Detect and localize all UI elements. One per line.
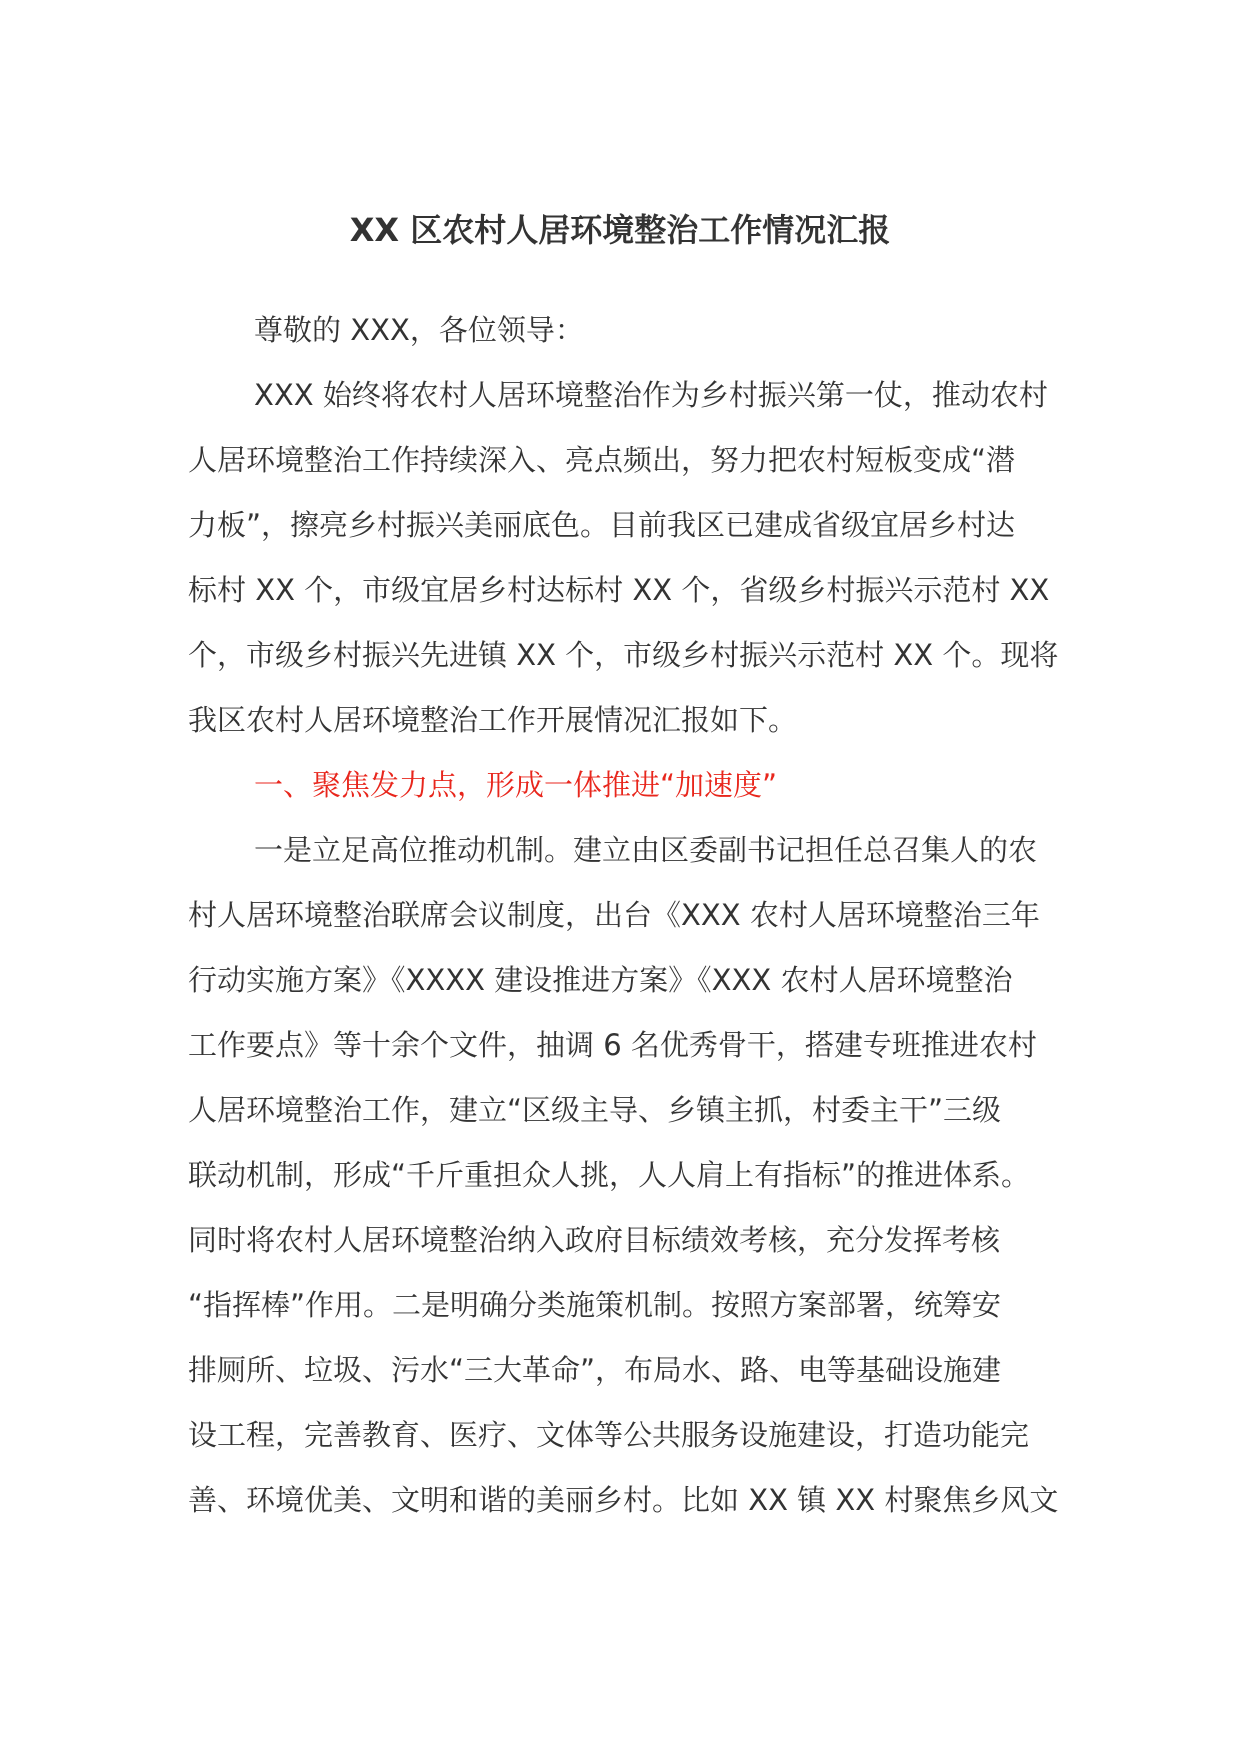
document-body — [188, 298, 1059, 1533]
paragraph-line: 村人居环境整治联席会议制度，出台《XXX 农村人居环境整治三年 — [188, 898, 1040, 932]
paragraph-line: 行动实施方案》《XXXX 建设推进方案》《XXX 农村人居环境整治 — [188, 963, 1013, 997]
document-title: XX 区农村人居环境整治工作情况汇报 — [349, 211, 891, 249]
paragraph-line: 个，市级乡村振兴先进镇 XX 个，市级乡村振兴示范村 XX 个。现将 — [188, 638, 1059, 672]
paragraph-line: 联动机制，形成“千斤重担众人挑，人人肩上有指标”的推进体系。 — [188, 1158, 1031, 1192]
paragraph-line: 人居环境整治工作持续深入、亮点频出，努力把农村短板变成“潜 — [188, 443, 1016, 477]
paragraph-line: 人居环境整治工作，建立“区级主导、乡镇主抓，村委主干”三级 — [188, 1093, 1002, 1127]
paragraph-line: 标村 XX 个，市级宜居乡村达标村 XX 个，省级乡村振兴示范村 XX — [188, 573, 1050, 607]
paragraph-line: 一是立足高位推动机制。建立由区委副书记担任总召集人的农 — [254, 833, 1038, 867]
paragraph-line: “指挥棒”作用。二是明确分类施策机制。按照方案部署，统筹安 — [188, 1288, 1002, 1322]
paragraph-line: 同时将农村人居环境整治纳入政府目标绩效考核，充分发挥考核 — [188, 1223, 1001, 1257]
paragraph-line: 力板”，擦亮乡村振兴美丽底色。目前我区已建成省级宜居乡村达 — [188, 508, 1016, 542]
salutation-line: 尊敬的 XXX，各位领导： — [254, 313, 584, 347]
paragraph-line: 设工程，完善教育、医疗、文体等公共服务设施建设，打造功能完 — [188, 1418, 1030, 1452]
paragraph-line: 善、环境优美、文明和谐的美丽乡村。比如 XX 镇 XX 村聚焦乡风文 — [188, 1483, 1059, 1517]
paragraph-line: XXX 始终将农村人居环境整治作为乡村振兴第一仗，推动农村 — [254, 378, 1048, 412]
section-heading: 一、聚焦发力点，形成一体推进“加速度” — [254, 768, 778, 802]
paragraph-line: 工作要点》等十余个文件，抽调 6 名优秀骨干，搭建专班推进农村 — [188, 1028, 1037, 1062]
paragraph-line: 排厕所、垃圾、污水“三大革命”，布局水、路、电等基础设施建 — [188, 1353, 1002, 1387]
paragraph-line: 我区农村人居环境整治工作开展情况汇报如下。 — [188, 703, 798, 737]
